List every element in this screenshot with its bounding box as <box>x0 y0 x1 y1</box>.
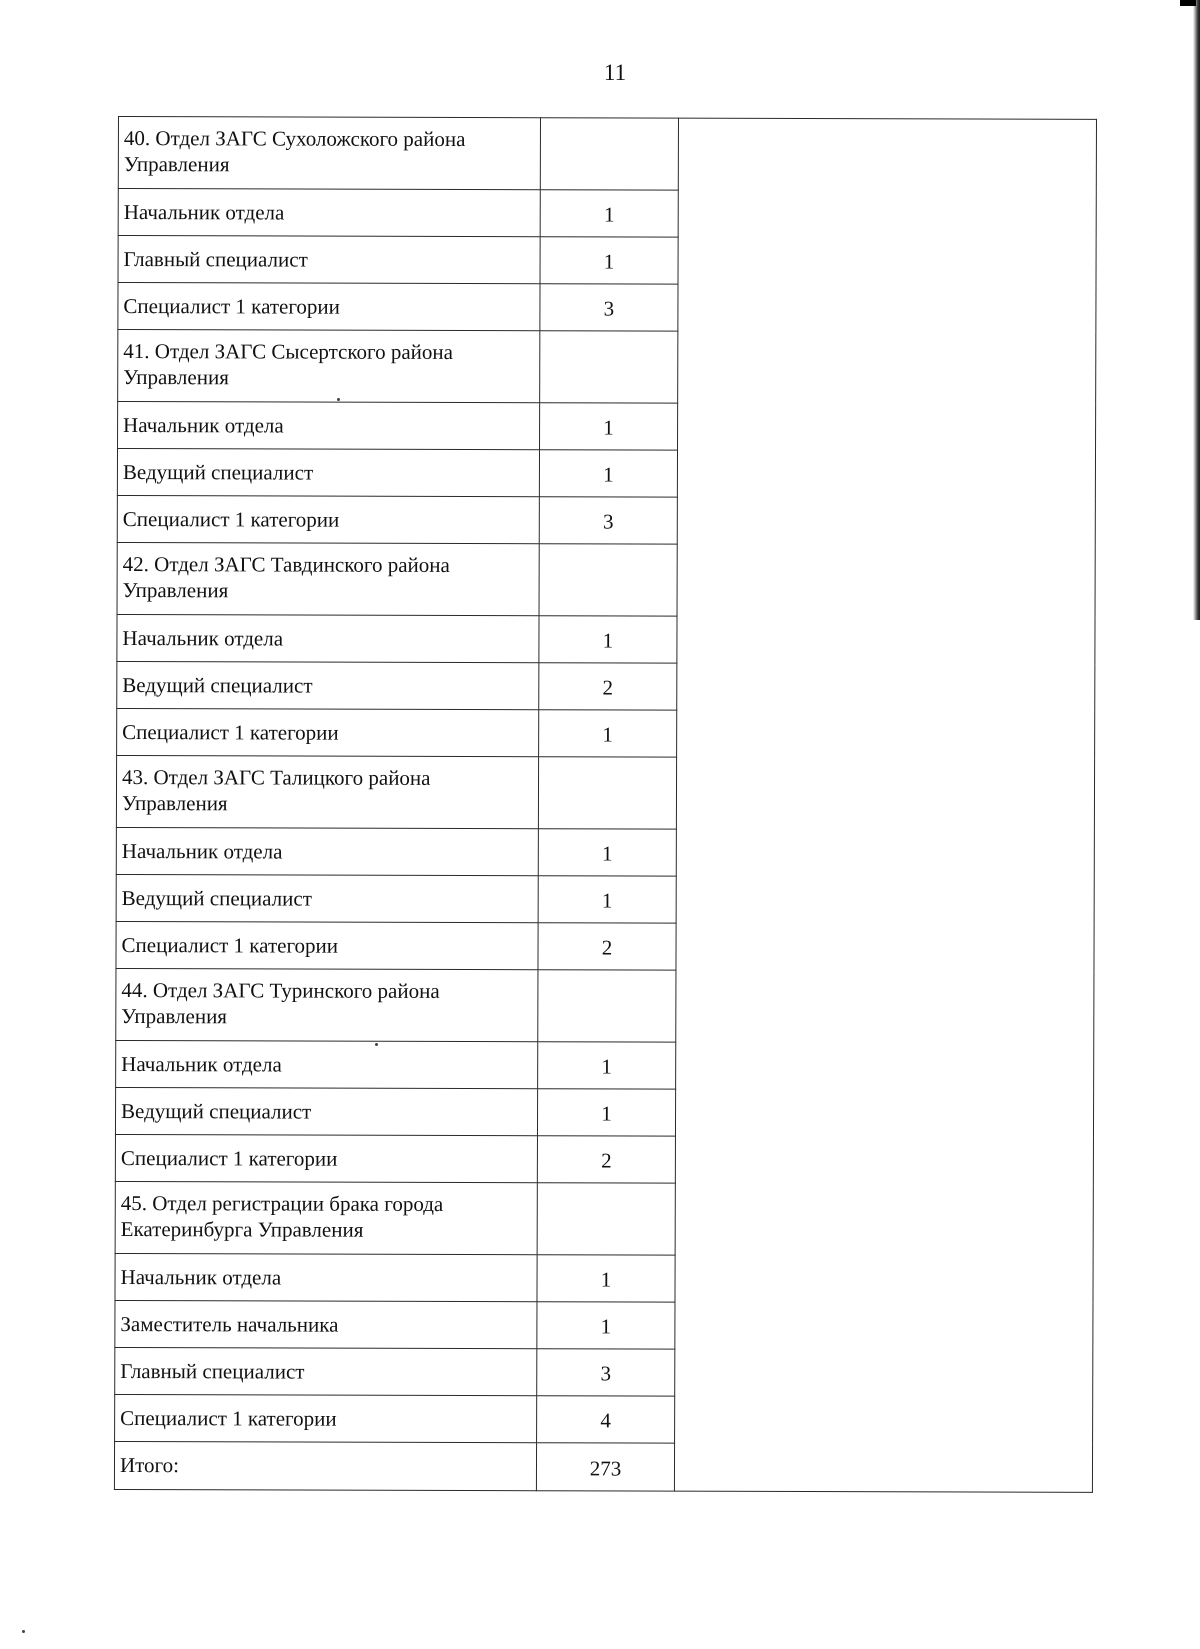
count-cell: 2 <box>539 663 677 710</box>
position-name-cell: Специалист 1 категории <box>117 708 539 756</box>
position-name-cell: Специалист 1 категории <box>117 495 539 543</box>
count-cell <box>537 1183 675 1255</box>
position-name-cell: Специалист 1 категории <box>115 1134 537 1182</box>
count-cell: 3 <box>539 497 677 544</box>
page-number: 11 <box>603 60 627 85</box>
count-cell: 1 <box>539 450 677 497</box>
position-name-cell: Заместитель начальника <box>115 1300 537 1348</box>
department-name-cell: 42. Отдел ЗАГС Тавдинского района Управления <box>117 542 539 615</box>
position-name-cell: Специалист 1 категории <box>115 1394 537 1442</box>
department-name-cell: 43. Отдел ЗАГС Талицкого района Управления <box>116 755 538 828</box>
empty-right-column <box>674 118 1096 1492</box>
staffing-table-body <box>114 117 1096 1493</box>
staffing-table <box>114 116 1097 1493</box>
count-cell <box>540 331 678 403</box>
department-name-cell: 45. Отдел регистрации брака города Екатеринбурга Управления <box>115 1181 537 1254</box>
department-name-cell: 41. Отдел ЗАГС Сысертского района Управления <box>118 330 540 403</box>
position-name-cell: Ведущий специалист <box>115 1087 537 1135</box>
count-cell: 1 <box>538 829 676 876</box>
count-cell <box>538 970 676 1042</box>
count-cell <box>539 544 677 616</box>
position-name-cell: Ведущий специалист <box>117 449 539 497</box>
scan-speck <box>22 1630 25 1633</box>
scan-speck <box>337 398 340 401</box>
scan-speck <box>375 1043 378 1046</box>
total-count-cell: 273 <box>536 1443 674 1491</box>
position-name-cell: Ведущий специалист <box>117 661 539 709</box>
position-name-cell: Главный специалист <box>118 236 540 284</box>
count-cell: 1 <box>538 876 676 923</box>
count-cell: 2 <box>538 923 676 970</box>
count-cell: 2 <box>537 1136 675 1183</box>
count-cell: 1 <box>540 237 678 284</box>
position-name-cell: Специалист 1 категории <box>118 283 540 331</box>
position-name-cell: Начальник отдела <box>118 189 540 237</box>
count-cell <box>540 118 678 190</box>
total-label-cell: Итого: <box>114 1441 536 1490</box>
department-name-cell: 44. Отдел ЗАГС Туринского района Управления <box>116 968 538 1041</box>
department-name-cell: 40. Отдел ЗАГС Сухоложского района Управления <box>118 117 540 190</box>
position-name-cell: Начальник отдела <box>115 1253 537 1301</box>
table-row <box>118 117 1096 192</box>
count-cell: 4 <box>537 1396 675 1443</box>
position-name-cell: Начальник отдела <box>116 827 538 875</box>
count-cell: 1 <box>540 403 678 450</box>
position-name-cell: Специалист 1 категории <box>116 921 538 969</box>
scan-edge-corner <box>1180 0 1196 6</box>
count-cell: 1 <box>539 616 677 663</box>
position-name-cell: Главный специалист <box>115 1347 537 1395</box>
position-name-cell: Начальник отдела <box>116 1040 538 1088</box>
count-cell: 3 <box>537 1349 675 1396</box>
count-cell <box>538 757 676 829</box>
scan-edge-shadow <box>1193 0 1200 620</box>
position-name-cell: Начальник отдела <box>117 614 539 662</box>
position-name-cell: Ведущий специалист <box>116 874 538 922</box>
count-cell: 1 <box>537 1255 675 1302</box>
count-cell: 1 <box>538 1042 676 1089</box>
count-cell: 3 <box>540 284 678 331</box>
count-cell: 1 <box>539 710 677 757</box>
count-cell: 1 <box>537 1302 675 1349</box>
count-cell: 1 <box>540 190 678 237</box>
position-name-cell: Начальник отдела <box>118 402 540 450</box>
count-cell: 1 <box>537 1089 675 1136</box>
